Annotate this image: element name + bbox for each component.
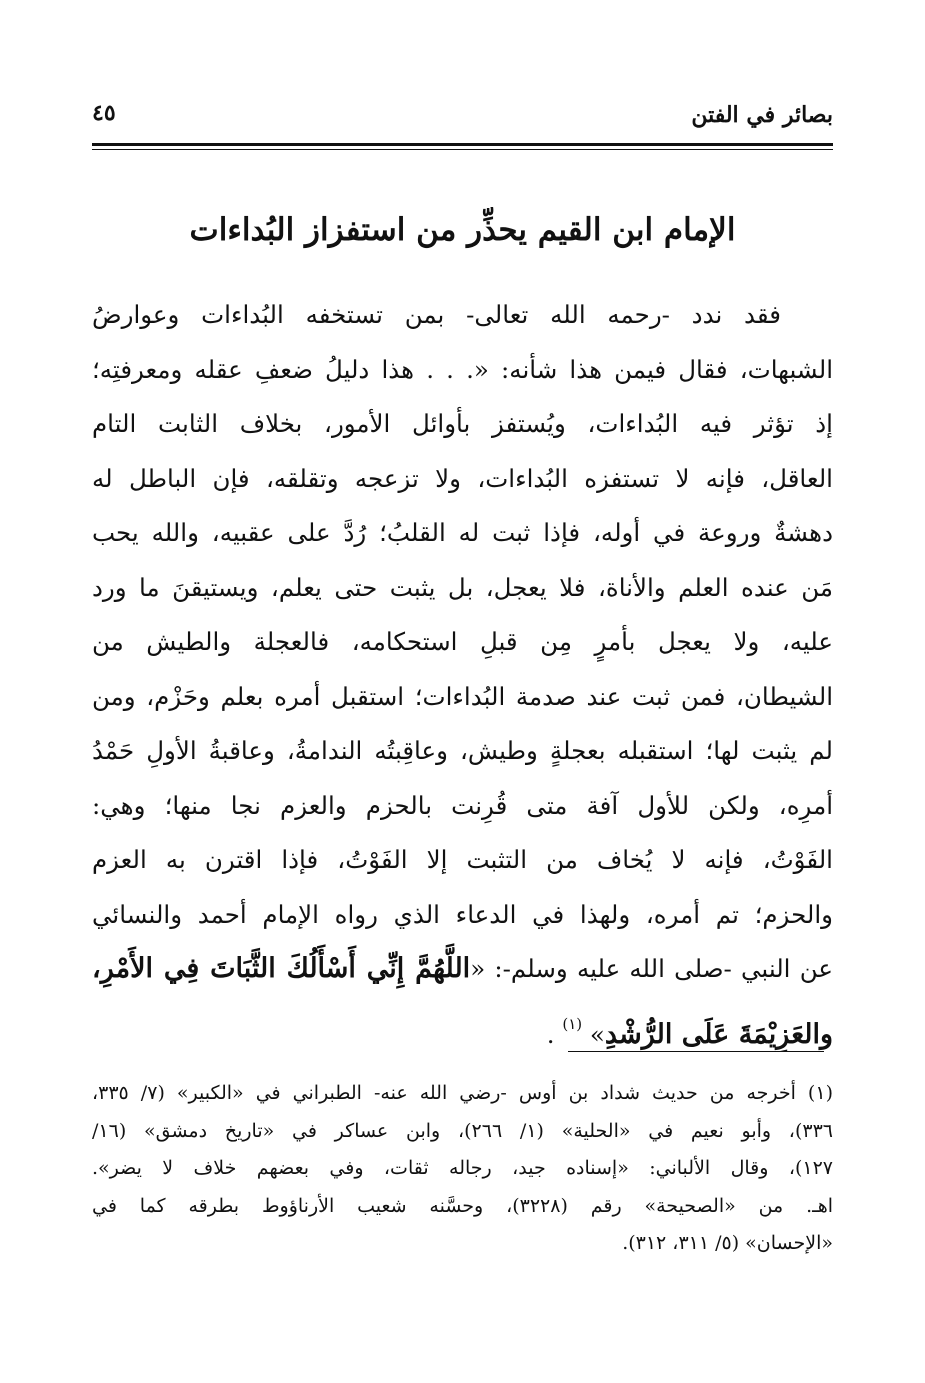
body-line-8: الشيطان، فمن ثبت عند صدمة البُداءات؛ استقبل أمره بعلم وحَزْم، ومن bbox=[92, 681, 833, 711]
body-line-13 bbox=[92, 942, 833, 997]
page-header bbox=[92, 96, 833, 136]
hadith-text-part2: والعَزِيْمَةَ عَلَى الرُّشْدِ bbox=[604, 1018, 833, 1050]
line13-prefix: عن النبي -صلى الله عليه وسلم-: « bbox=[470, 954, 833, 983]
body-line-5: دهشةٌ وروعة في أوله، فإذا ثبت له القلبُ؛ رُدَّ على عقبيه، والله يحب bbox=[92, 518, 833, 547]
end-mark: . bbox=[546, 1019, 555, 1049]
footnote-line-2: ٣٣٦)، وأبو نعيم في «الحلية» (١/ ٢٦٦)، وابن عساكر في «تاريخ دمشق» (١٦/ bbox=[92, 1119, 833, 1142]
section-heading: الإمام ابن القيم يحذِّر من استفزاز البُداءات bbox=[189, 212, 736, 248]
body-line-14 bbox=[92, 997, 833, 1052]
body-line-2: الشبهات، فقال فيمن هذا شأنه: «. . . هذا دليلُ ضعفِ عقله ومعرفتِه؛ bbox=[92, 354, 833, 384]
footnotes bbox=[92, 1075, 833, 1263]
hadith-text-part1: اللَّهُمَّ إِنِّي أَسْأَلُكَ الثَّبَاتَ فِي الأَمْرِ، bbox=[92, 953, 471, 984]
footnote-line-3: ١٢٧)، وقال الألباني: «إسناده جيد، رجاله ثقات، وفي بعضهم خلاف لا يضر». bbox=[92, 1157, 833, 1179]
body-text bbox=[92, 288, 833, 1051]
body-line-7: عليه، ولا يعجل بأمرٍ مِن قبلِ استحكامه، فالعجلة والطيش من bbox=[92, 627, 833, 656]
footnote-reference: (١) bbox=[562, 1014, 583, 1033]
header-rule-thin bbox=[92, 149, 833, 150]
footnote-line-4: اهـ. من «الصحيحة» رقم (٣٢٢٨)، وحسَّنه شعيب الأرناؤوط بطرقه كما في bbox=[92, 1194, 833, 1217]
footnote-line-5: «الإحسان» (٥/ ٣١١، ٣١٢). bbox=[622, 1232, 833, 1254]
footnote-separator bbox=[568, 1051, 824, 1052]
header-rule-thick bbox=[92, 143, 833, 146]
body-line-12: والحزم؛ تم أمره، ولهذا في الدعاء الذي رواه الإمام أحمد والنسائي bbox=[92, 899, 833, 929]
footnote-line-1: (١) أخرجه من حديث شداد بن أوس -رضي الله عنه- الطبراني في «الكبير» (٧/ ٣٣٥، bbox=[92, 1082, 833, 1104]
closing-quote: » bbox=[589, 1019, 605, 1049]
body-line-9: لم يثبت لها؛ استقبله بعجلةٍ وطيش، وعاقِبتُه الندامةُ، وعاقبةُ الأولِ حَمْدُ bbox=[92, 736, 833, 765]
body-line-10: أمرِه، ولكن للأول آفة متى قُرِنت بالحزم والعزم نجا منها؛ وهي: bbox=[92, 790, 833, 820]
page-number: ٤٥ bbox=[92, 100, 116, 126]
body-line-6: مَن عنده العلم والأناة، فلا يعجل، بل يثبت حتى يعلم، ويستيقنَ ما ورد bbox=[92, 572, 833, 602]
body-line-1: فقد ندد -رحمه الله تعالى- بمن تستخفه البُداءات وعوارضُ bbox=[92, 300, 781, 329]
running-title: بصائر في الفتن bbox=[691, 102, 833, 128]
body-line-4: العاقل، فإنه لا تستفزه البُداءات، ولا تزعجه وتقلقه، فإن الباطل له bbox=[92, 463, 833, 493]
body-line-11: الفَوْتُ، فإنه لا يُخاف من التثبت إلا الفَوْتُ، فإذا اقترن به العزم bbox=[92, 845, 833, 874]
body-line-3: إذ تؤثر فيه البُداءات، ويُستفز بأوائل الأمور، بخلاف الثابت التام bbox=[92, 409, 833, 438]
